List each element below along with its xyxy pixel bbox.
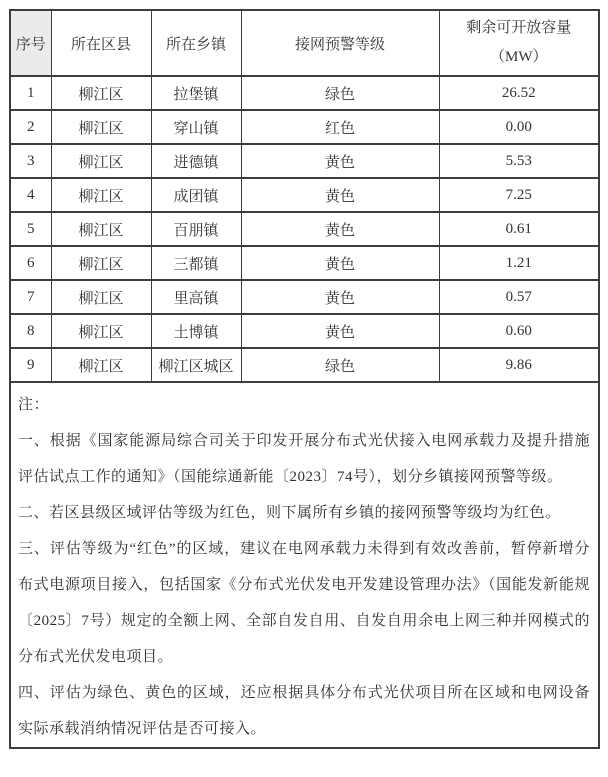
cell-seq: 8 xyxy=(10,314,51,348)
cell-capacity: 0.00 xyxy=(439,110,599,144)
grid-capacity-table xyxy=(9,9,600,749)
cell-township: 百朋镇 xyxy=(151,212,241,246)
header-row xyxy=(10,10,599,76)
cell-county: 柳江区 xyxy=(51,144,151,178)
cell-capacity: 0.61 xyxy=(439,212,599,246)
column-header-township: 所在乡镇 xyxy=(151,10,241,76)
cell-warning: 黄色 xyxy=(241,314,439,348)
capacity-header-title: 剩余可开放容量 xyxy=(466,20,572,36)
cell-township: 土博镇 xyxy=(151,314,241,348)
cell-warning: 黄色 xyxy=(241,212,439,246)
table-header xyxy=(10,10,599,76)
cell-seq: 4 xyxy=(10,178,51,212)
cell-county: 柳江区 xyxy=(51,212,151,246)
table-row xyxy=(10,110,599,144)
cell-capacity: 9.86 xyxy=(439,348,599,382)
table-row xyxy=(10,348,599,382)
column-header-capacity xyxy=(439,10,599,76)
table-row xyxy=(10,280,599,314)
cell-township: 成团镇 xyxy=(151,178,241,212)
cell-capacity: 5.53 xyxy=(439,144,599,178)
cell-township: 柳江区城区 xyxy=(151,348,241,382)
table-row xyxy=(10,314,599,348)
cell-seq: 3 xyxy=(10,144,51,178)
note-item-2: 二、若区县级区域评估等级为红色，则下属所有乡镇的接网预警等级均为红色。 xyxy=(18,505,561,521)
cell-county: 柳江区 xyxy=(51,280,151,314)
cell-warning: 黄色 xyxy=(241,144,439,178)
cell-county: 柳江区 xyxy=(51,314,151,348)
cell-warning: 黄色 xyxy=(241,246,439,280)
table-row xyxy=(10,246,599,280)
table-row xyxy=(10,212,599,246)
cell-county: 柳江区 xyxy=(51,110,151,144)
cell-county: 柳江区 xyxy=(51,76,151,110)
cell-county: 柳江区 xyxy=(51,178,151,212)
column-header-county: 所在区县 xyxy=(51,10,151,76)
table-body xyxy=(10,76,599,748)
table-row xyxy=(10,144,599,178)
cell-warning: 绿色 xyxy=(241,348,439,382)
cell-township: 拉堡镇 xyxy=(151,76,241,110)
cell-county: 柳江区 xyxy=(51,246,151,280)
cell-warning: 黄色 xyxy=(241,280,439,314)
cell-township: 里高镇 xyxy=(151,280,241,314)
table-row xyxy=(10,178,599,212)
cell-township: 进德镇 xyxy=(151,144,241,178)
cell-seq: 2 xyxy=(10,110,51,144)
cell-capacity: 7.25 xyxy=(439,178,599,212)
cell-warning: 绿色 xyxy=(241,76,439,110)
cell-capacity: 0.60 xyxy=(439,314,599,348)
cell-seq: 6 xyxy=(10,246,51,280)
capacity-header-unit: （MW） xyxy=(490,49,548,65)
table-row xyxy=(10,76,599,110)
column-header-warning-level: 接网预警等级 xyxy=(241,10,439,76)
cell-capacity: 26.52 xyxy=(439,76,599,110)
column-header-seq: 序号 xyxy=(10,10,51,76)
notes-section xyxy=(10,382,599,748)
note-item-1: 一、根据《国家能源局综合司关于印发开展分布式光伏接入电网承载力及提升措施评估试点工作的通知》（国能综通新能〔2023〕74号），划分乡镇接网预警等级。 xyxy=(18,433,590,485)
cell-seq: 1 xyxy=(10,76,51,110)
cell-capacity: 0.57 xyxy=(439,280,599,314)
cell-township: 穿山镇 xyxy=(151,110,241,144)
cell-seq: 9 xyxy=(10,348,51,382)
cell-seq: 5 xyxy=(10,212,51,246)
notes-label: 注： xyxy=(18,397,50,413)
cell-county: 柳江区 xyxy=(51,348,151,382)
notes-row xyxy=(10,382,599,748)
cell-warning: 黄色 xyxy=(241,178,439,212)
cell-township: 三都镇 xyxy=(151,246,241,280)
cell-capacity: 1.21 xyxy=(439,246,599,280)
cell-warning: 红色 xyxy=(241,110,439,144)
cell-seq: 7 xyxy=(10,280,51,314)
note-item-3: 三、评估等级为“红色”的区域，建议在电网承载力未得到有效改善前，暂停新增分布式电源项目接入，包括国家《分布式光伏发电开发建设管理办法》（国能发新能规〔2025〕7号）规定的全额上网、全部自发自用、自发自用余电上网三种并网模式的分布式光伏发电项目。 xyxy=(18,541,590,665)
note-item-4: 四、评估为绿色、黄色的区域，还应根据具体分布式光伏项目所在区域和电网设备实际承载消纳情况评估是否可接入。 xyxy=(18,685,590,737)
